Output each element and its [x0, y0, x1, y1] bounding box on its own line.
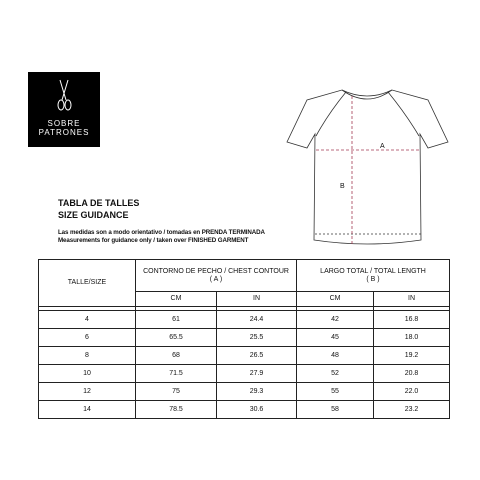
length-cm-cell: 55 — [297, 383, 374, 401]
chest-in-cell: 25.5 — [217, 329, 297, 347]
length-in-cell: 19.2 — [374, 347, 450, 365]
length-header-code: ( B ) — [366, 275, 380, 283]
chest-in-cell: 26.5 — [217, 347, 297, 365]
chest-cm-cell: 75 — [136, 383, 217, 401]
length-header-title: LARGO TOTAL / TOTAL LENGTH — [320, 267, 426, 275]
length-in-cell: 16.8 — [374, 311, 450, 329]
unit-header: IN — [217, 292, 297, 307]
chest-in-cell: 24.4 — [217, 311, 297, 329]
length-cm-cell: 58 — [297, 401, 374, 419]
chest-in-cell: 27.9 — [217, 365, 297, 383]
size-cell: 6 — [39, 329, 136, 347]
chest-header-title: CONTORNO DE PECHO / CHEST CONTOUR — [143, 267, 289, 275]
size-cell: 4 — [39, 311, 136, 329]
table-row — [39, 383, 450, 401]
table-row — [39, 329, 450, 347]
tshirt-sleeve-seam-right — [388, 92, 419, 136]
length-cm-cell: 45 — [297, 329, 374, 347]
note-spanish: Las medidas son a modo orientativo / tomadas en PRENDA TERMINADA — [58, 229, 265, 236]
length-header — [297, 260, 450, 292]
size-table — [38, 259, 450, 419]
logo-text-line1: SOBRE — [47, 119, 81, 128]
label-a: A — [380, 143, 385, 150]
brand-logo — [28, 72, 100, 147]
chest-cm-cell: 78.5 — [136, 401, 217, 419]
label-b: B — [340, 183, 345, 190]
size-header: TALLE/SIZE — [39, 260, 136, 307]
chest-in-cell: 29.3 — [217, 383, 297, 401]
size-cell: 8 — [39, 347, 136, 365]
length-in-cell: 22.0 — [374, 383, 450, 401]
note-english: Measurements for guidance only / taken over FINISHED GARMENT — [58, 237, 249, 244]
table-row — [39, 347, 450, 365]
chest-cm-cell: 71.5 — [136, 365, 217, 383]
chest-cm-cell: 68 — [136, 347, 217, 365]
tshirt-collar — [342, 90, 392, 99]
table-row — [39, 365, 450, 383]
table-header-row — [39, 260, 450, 292]
tshirt-outline — [287, 90, 448, 244]
chest-header-code: ( A ) — [209, 275, 223, 283]
unit-header: CM — [297, 292, 374, 307]
unit-header: CM — [136, 292, 217, 307]
length-cm-cell: 42 — [297, 311, 374, 329]
size-cell: 10 — [39, 365, 136, 383]
logo-text-line2: PATRONES — [38, 128, 90, 137]
length-in-cell: 23.2 — [374, 401, 450, 419]
length-cm-cell: 48 — [297, 347, 374, 365]
chest-cm-cell: 61 — [136, 311, 217, 329]
table-row — [39, 401, 450, 419]
chest-header — [136, 260, 297, 292]
chest-in-cell: 30.6 — [217, 401, 297, 419]
tshirt-diagram — [280, 84, 455, 254]
size-cell: 14 — [39, 401, 136, 419]
length-cm-cell: 52 — [297, 365, 374, 383]
length-in-cell: 20.8 — [374, 365, 450, 383]
table-row — [39, 311, 450, 329]
scissors-icon — [28, 72, 100, 120]
chest-cm-cell: 65.5 — [136, 329, 217, 347]
title-spanish: TABLA DE TALLES — [58, 198, 140, 208]
title-english: SIZE GUIDANCE — [58, 210, 129, 220]
length-in-cell: 18.0 — [374, 329, 450, 347]
tshirt-sleeve-seam-left — [316, 92, 346, 136]
unit-header: IN — [374, 292, 450, 307]
size-cell: 12 — [39, 383, 136, 401]
